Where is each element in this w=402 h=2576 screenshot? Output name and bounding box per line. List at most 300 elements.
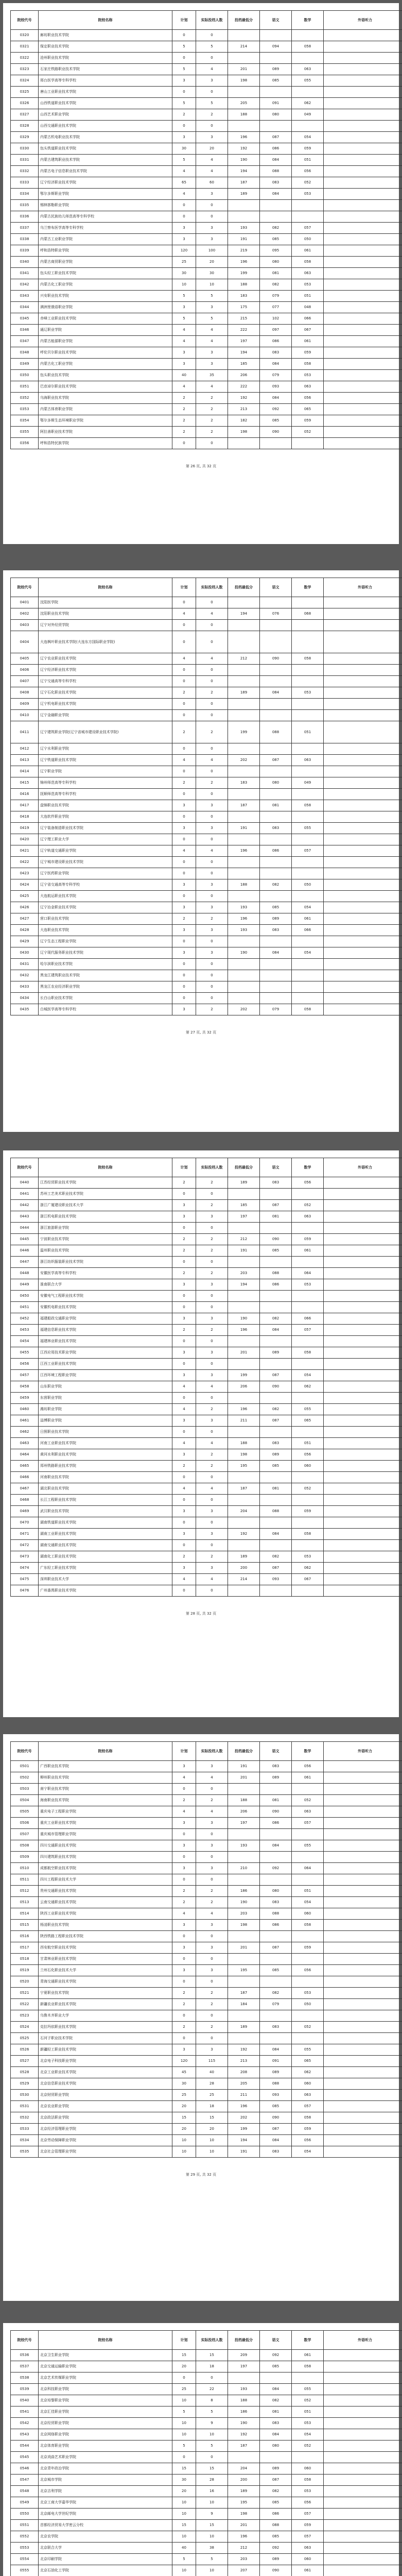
value-cell	[324, 1370, 402, 1381]
value-cell: 052	[292, 1483, 324, 1495]
table-row	[11, 1829, 402, 1840]
value-cell: 188	[228, 1438, 260, 1449]
value-cell: 65	[172, 177, 196, 189]
school-name-cell: 南宁职业技术学院	[39, 1784, 172, 1795]
value-cell: 084	[260, 1529, 292, 1540]
value-cell	[228, 1585, 260, 1597]
value-cell: 204	[228, 2463, 260, 2475]
value-cell	[260, 200, 292, 211]
value-cell: 2	[196, 721, 228, 743]
value-cell: 0	[196, 30, 228, 41]
table-row	[11, 427, 402, 438]
school-name-cell: 呼和浩特职业学院	[39, 245, 172, 257]
value-cell: 052	[292, 2441, 324, 2452]
school-code-cell: 0414	[11, 766, 39, 777]
school-code-cell: 0452	[11, 1313, 39, 1325]
value-cell: 058	[292, 41, 324, 53]
value-cell: 196	[228, 1404, 260, 1415]
table-row	[11, 2067, 402, 2078]
value-cell	[260, 811, 292, 823]
table-row	[11, 1942, 402, 1954]
value-cell	[228, 2452, 260, 2463]
school-code-cell: 0538	[11, 2372, 39, 2384]
table-row	[11, 166, 402, 177]
value-cell: 193	[228, 223, 260, 234]
value-cell: 20	[196, 143, 228, 155]
value-cell: 087	[260, 1200, 292, 1211]
school-code-cell: 0432	[11, 970, 39, 981]
school-code-cell: 0445	[11, 1234, 39, 1245]
value-cell: 0	[196, 834, 228, 845]
school-code-cell: 0519	[11, 1965, 39, 1976]
value-cell: 0	[196, 1189, 228, 1200]
table-row	[11, 721, 402, 743]
value-cell: 30	[172, 2475, 196, 2486]
school-code-cell: 0541	[11, 2406, 39, 2418]
school-name-cell: 辽宁经济职业技术学院	[39, 177, 172, 189]
value-cell: 3	[172, 1415, 196, 1427]
value-cell: 3	[172, 1279, 196, 1291]
table-row	[11, 936, 402, 947]
value-cell	[324, 166, 402, 177]
school-code-cell: 0346	[11, 325, 39, 336]
table-row	[11, 2406, 402, 2418]
school-code-cell: 0512	[11, 1886, 39, 1897]
school-code-cell: 0329	[11, 132, 39, 143]
column-header: 实际投档人数	[196, 2331, 228, 2350]
table-row	[11, 1806, 402, 1818]
school-name-cell: 包头轻工职业技术学院	[39, 268, 172, 279]
school-name-cell: 浙江旅游职业学院	[39, 1223, 172, 1234]
school-name-cell: 辽宁轨道交通职业学院	[39, 845, 172, 857]
school-code-cell: 0413	[11, 755, 39, 766]
school-name-cell: 沈阳医学院	[39, 597, 172, 608]
school-code-cell: 0322	[11, 53, 39, 64]
value-cell: 205	[228, 2078, 260, 2090]
table-row	[11, 699, 402, 710]
value-cell: 066	[292, 313, 324, 325]
value-cell: 2	[172, 1234, 196, 1245]
value-cell: 28	[196, 2475, 228, 2486]
value-cell	[228, 87, 260, 98]
value-cell	[324, 415, 402, 427]
value-cell: 3	[196, 800, 228, 811]
table-row	[11, 257, 402, 268]
table-row	[11, 189, 402, 200]
school-name-cell: 北京印刷学院	[39, 2554, 172, 2565]
value-cell: 0	[172, 811, 196, 823]
value-cell	[260, 631, 292, 653]
school-name-cell: 巴彦淖尔职业技术学院	[39, 381, 172, 393]
value-cell: 10	[172, 2531, 196, 2543]
school-name-cell: 山西艺术职业学院	[39, 109, 172, 121]
value-cell: 092	[260, 2543, 292, 2554]
school-code-cell: 0448	[11, 1268, 39, 1279]
table-row	[11, 2475, 402, 2486]
school-code-cell: 0549	[11, 2497, 39, 2509]
school-name-cell: 兰州石化职业技术大学	[39, 1965, 172, 1976]
value-cell: 211	[228, 1415, 260, 1427]
value-cell: 20	[172, 2486, 196, 2497]
value-cell: 0	[172, 1189, 196, 1200]
value-cell	[324, 1177, 402, 1189]
column-header: 计划	[172, 1158, 196, 1177]
school-code-cell: 0338	[11, 234, 39, 245]
column-header: 投档最低分	[228, 11, 260, 30]
value-cell	[260, 1784, 292, 1795]
value-cell	[324, 200, 402, 211]
value-cell	[228, 699, 260, 710]
table-row	[11, 879, 402, 891]
table-row	[11, 1965, 402, 1976]
value-cell: 203	[228, 1908, 260, 1920]
table-row	[11, 393, 402, 404]
value-cell	[324, 41, 402, 53]
school-code-cell: 0442	[11, 1200, 39, 1211]
value-cell: 0	[196, 936, 228, 947]
school-name-cell: 石河子职业技术学院	[39, 2033, 172, 2044]
value-cell: 198	[228, 1449, 260, 1461]
school-code-cell: 0532	[11, 2112, 39, 2124]
value-cell	[324, 1795, 402, 1806]
value-cell: 091	[260, 98, 292, 109]
table-row	[11, 1234, 402, 1245]
value-cell: 083	[260, 1177, 292, 1189]
admissions-table	[10, 1158, 402, 1597]
value-cell	[324, 359, 402, 370]
school-code-cell: 0334	[11, 189, 39, 200]
value-cell: 195	[228, 1965, 260, 1976]
value-cell: 057	[292, 2509, 324, 2520]
value-cell: 088	[260, 2520, 292, 2531]
value-cell	[228, 1257, 260, 1268]
value-cell: 3	[172, 1818, 196, 1829]
value-cell: 058	[292, 257, 324, 268]
value-cell: 30	[172, 2078, 196, 2090]
value-cell	[228, 1427, 260, 1438]
value-cell: 0	[172, 121, 196, 132]
value-cell: 4	[172, 1574, 196, 1585]
value-cell	[324, 868, 402, 879]
value-cell	[228, 981, 260, 993]
column-header: 投档最低分	[228, 578, 260, 597]
value-cell: 2	[196, 913, 228, 925]
school-name-cell: 广西职业技术学院	[39, 1761, 172, 1772]
value-cell	[260, 1976, 292, 1988]
value-cell	[324, 143, 402, 155]
value-cell: 3	[196, 347, 228, 359]
value-cell: 058	[292, 2475, 324, 2486]
value-cell: 2	[196, 415, 228, 427]
value-cell: 10	[196, 2146, 228, 2158]
value-cell	[292, 620, 324, 631]
school-name-cell: 内蒙古体育职业学院	[39, 404, 172, 415]
school-name-cell: 安徽电气工程职业技术学院	[39, 1291, 172, 1302]
value-cell: 082	[260, 1551, 292, 1563]
table-row	[11, 2452, 402, 2463]
value-cell	[324, 800, 402, 811]
value-cell: 056	[292, 1761, 324, 1772]
table-row	[11, 1563, 402, 1574]
document-page	[3, 570, 399, 1132]
value-cell: 0	[196, 891, 228, 902]
table-row	[11, 1761, 402, 1772]
value-cell: 20	[196, 2124, 228, 2135]
value-cell: 5	[172, 64, 196, 75]
value-cell	[324, 2135, 402, 2146]
value-cell: 197	[228, 1818, 260, 1829]
column-header: 院校名称	[39, 11, 172, 30]
value-cell: 049	[292, 109, 324, 121]
value-cell	[324, 891, 402, 902]
school-name-cell: 新疆农业职业技术学院	[39, 1999, 172, 2010]
value-cell: 201	[228, 64, 260, 75]
value-cell: 3	[196, 1761, 228, 1772]
school-code-cell: 0469	[11, 1506, 39, 1517]
value-cell: 208	[228, 2067, 260, 2078]
school-code-cell: 0401	[11, 597, 39, 608]
school-name-cell: 辽宁水利职业学院	[39, 743, 172, 755]
school-code-cell: 0320	[11, 30, 39, 41]
school-name-cell: 白城医学高等专科学校	[39, 1004, 172, 1015]
value-cell: 201	[228, 2520, 260, 2531]
table-row	[11, 2056, 402, 2067]
column-header: 外语听力	[324, 1742, 402, 1761]
school-name-cell: 呼伦贝尔职业技术学院	[39, 347, 172, 359]
column-header: 实际投档人数	[196, 1742, 228, 1761]
value-cell: 087	[260, 132, 292, 143]
school-code-cell: 0404	[11, 631, 39, 653]
table-row	[11, 2022, 402, 2033]
table-row	[11, 1517, 402, 1529]
value-cell: 054	[292, 947, 324, 959]
value-cell: 10	[172, 2146, 196, 2158]
value-cell: 080	[260, 2441, 292, 2452]
value-cell	[324, 1359, 402, 1370]
school-code-cell: 0528	[11, 2067, 39, 2078]
school-code-cell: 0502	[11, 1772, 39, 1784]
value-cell: 094	[260, 41, 292, 53]
value-cell: 053	[292, 1988, 324, 1999]
column-header: 计划	[172, 2331, 196, 2350]
value-cell	[324, 2497, 402, 2509]
school-code-cell: 0332	[11, 166, 39, 177]
school-code-cell: 0444	[11, 1223, 39, 1234]
table-row	[11, 2486, 402, 2497]
value-cell: 202	[228, 755, 260, 766]
table-row	[11, 1279, 402, 1291]
value-cell: 067	[292, 325, 324, 336]
value-cell: 4	[172, 189, 196, 200]
value-cell: 120	[172, 2056, 196, 2067]
value-cell	[324, 1279, 402, 1291]
school-name-cell: 廊坊职业技术学院	[39, 30, 172, 41]
school-code-cell: 0540	[11, 2395, 39, 2406]
school-code-cell: 0343	[11, 291, 39, 302]
value-cell: 061	[292, 336, 324, 347]
value-cell: 0	[196, 53, 228, 64]
school-name-cell: 成都航空职业技术学院	[39, 1863, 172, 1874]
value-cell: 060	[292, 2554, 324, 2565]
value-cell: 0	[172, 87, 196, 98]
value-cell: 199	[228, 2124, 260, 2135]
value-cell	[292, 1302, 324, 1313]
value-cell: 058	[292, 653, 324, 665]
value-cell	[324, 245, 402, 257]
value-cell: 0	[196, 1495, 228, 1506]
column-header: 语文	[260, 578, 292, 597]
table-row	[11, 2090, 402, 2101]
value-cell: 0	[172, 30, 196, 41]
table-row	[11, 1886, 402, 1897]
value-cell: 0	[196, 676, 228, 687]
value-cell: 3	[196, 879, 228, 891]
value-cell: 3	[196, 1965, 228, 1976]
school-name-cell: 福建信息职业技术学院	[39, 1325, 172, 1336]
value-cell	[228, 891, 260, 902]
school-name-cell: 浙江纺织服装职业技术学院	[39, 1257, 172, 1268]
value-cell	[324, 302, 402, 313]
value-cell: 194	[228, 608, 260, 620]
value-cell: 085	[260, 2497, 292, 2509]
school-name-cell: 大连软件职业学院	[39, 811, 172, 823]
value-cell: 090	[260, 2112, 292, 2124]
value-cell	[324, 2350, 402, 2361]
value-cell: 083	[260, 177, 292, 189]
school-name-cell: 鄂尔多斯职业学院	[39, 189, 172, 200]
value-cell: 090	[260, 2565, 292, 2576]
school-code-cell: 0342	[11, 279, 39, 291]
value-cell: 3	[172, 1200, 196, 1211]
value-cell	[324, 325, 402, 336]
value-cell: 4	[172, 166, 196, 177]
value-cell	[324, 925, 402, 936]
value-cell	[324, 1313, 402, 1325]
value-cell: 0	[172, 1257, 196, 1268]
value-cell: 053	[292, 687, 324, 699]
table-row	[11, 41, 402, 53]
value-cell: 3	[196, 302, 228, 313]
table-row	[11, 687, 402, 699]
value-cell	[324, 981, 402, 993]
value-cell: 188	[228, 2395, 260, 2406]
value-cell	[324, 177, 402, 189]
school-code-cell: 0446	[11, 1245, 39, 1257]
value-cell	[260, 1517, 292, 1529]
value-cell	[260, 981, 292, 993]
value-cell: 189	[228, 1177, 260, 1189]
value-cell: 2	[172, 415, 196, 427]
school-code-cell: 0339	[11, 245, 39, 257]
value-cell: 5	[172, 291, 196, 302]
value-cell: 192	[228, 143, 260, 155]
value-cell: 050	[292, 879, 324, 891]
value-cell: 084	[260, 687, 292, 699]
table-row	[11, 75, 402, 87]
value-cell: 082	[260, 1404, 292, 1415]
value-cell: 15	[172, 2350, 196, 2361]
value-cell	[260, 1585, 292, 1597]
value-cell: 22	[196, 2384, 228, 2395]
column-header: 数学	[292, 2331, 324, 2350]
school-name-cell: 克拉玛依职业技术学院	[39, 2022, 172, 2033]
value-cell: 0	[196, 1829, 228, 1840]
column-header: 院校代号	[11, 1742, 39, 1761]
value-cell: 055	[292, 1404, 324, 1415]
value-cell	[324, 1004, 402, 1015]
school-code-cell: 0471	[11, 1529, 39, 1540]
school-name-cell: 宁夏职业技术学院	[39, 1988, 172, 1999]
value-cell	[260, 993, 292, 1004]
value-cell: 2	[172, 1245, 196, 1257]
value-cell: 053	[292, 279, 324, 291]
value-cell: 10	[196, 2497, 228, 2509]
school-name-cell: 江西工业职业技术学院	[39, 1359, 172, 1370]
value-cell: 3	[196, 1347, 228, 1359]
value-cell: 0	[172, 834, 196, 845]
value-cell: 058	[292, 1004, 324, 1015]
school-name-cell: 北京汇佳职业学院	[39, 2406, 172, 2418]
value-cell	[324, 1393, 402, 1404]
table-row	[11, 1449, 402, 1461]
column-header: 投档最低分	[228, 1158, 260, 1177]
value-cell: 051	[292, 291, 324, 302]
value-cell: 3	[196, 189, 228, 200]
school-name-cell: 陕西铁路工程职业技术学院	[39, 1931, 172, 1942]
table-row	[11, 1438, 402, 1449]
school-code-cell: 0460	[11, 1404, 39, 1415]
value-cell	[324, 370, 402, 381]
school-name-cell: 四川建筑职业技术学院	[39, 1852, 172, 1863]
value-cell: 3	[172, 1965, 196, 1976]
value-cell: 186	[228, 2406, 260, 2418]
table-row	[11, 970, 402, 981]
value-cell: 4	[196, 845, 228, 857]
value-cell	[260, 676, 292, 687]
school-name-cell: 北京工业职业技术学院	[39, 2067, 172, 2078]
table-row	[11, 1784, 402, 1795]
value-cell: 2	[172, 687, 196, 699]
value-cell	[228, 1517, 260, 1529]
value-cell	[292, 1291, 324, 1302]
school-name-cell: 四川交通职业技术学院	[39, 1840, 172, 1852]
table-row	[11, 2033, 402, 2044]
table-row	[11, 2124, 402, 2135]
value-cell	[260, 891, 292, 902]
school-name-cell: 辽宁建筑职业学院(辽宁省城市建设职业技术学院)	[39, 721, 172, 743]
value-cell: 198	[228, 75, 260, 87]
value-cell	[292, 743, 324, 755]
value-cell	[292, 811, 324, 823]
value-cell: 5	[172, 2406, 196, 2418]
value-cell: 0	[196, 1393, 228, 1404]
value-cell	[324, 766, 402, 777]
value-cell: 4	[172, 653, 196, 665]
value-cell	[324, 2441, 402, 2452]
value-cell: 120	[172, 245, 196, 257]
school-code-cell: 0355	[11, 427, 39, 438]
value-cell: 095	[260, 245, 292, 257]
value-cell	[228, 1954, 260, 1965]
value-cell: 0	[172, 1852, 196, 1863]
table-row	[11, 1954, 402, 1965]
school-code-cell: 0525	[11, 2033, 39, 2044]
value-cell	[324, 2395, 402, 2406]
value-cell: 090	[260, 427, 292, 438]
value-cell: 10	[196, 2565, 228, 2576]
value-cell: 0	[196, 1427, 228, 1438]
school-name-cell: 内蒙古工业职业学院	[39, 234, 172, 245]
